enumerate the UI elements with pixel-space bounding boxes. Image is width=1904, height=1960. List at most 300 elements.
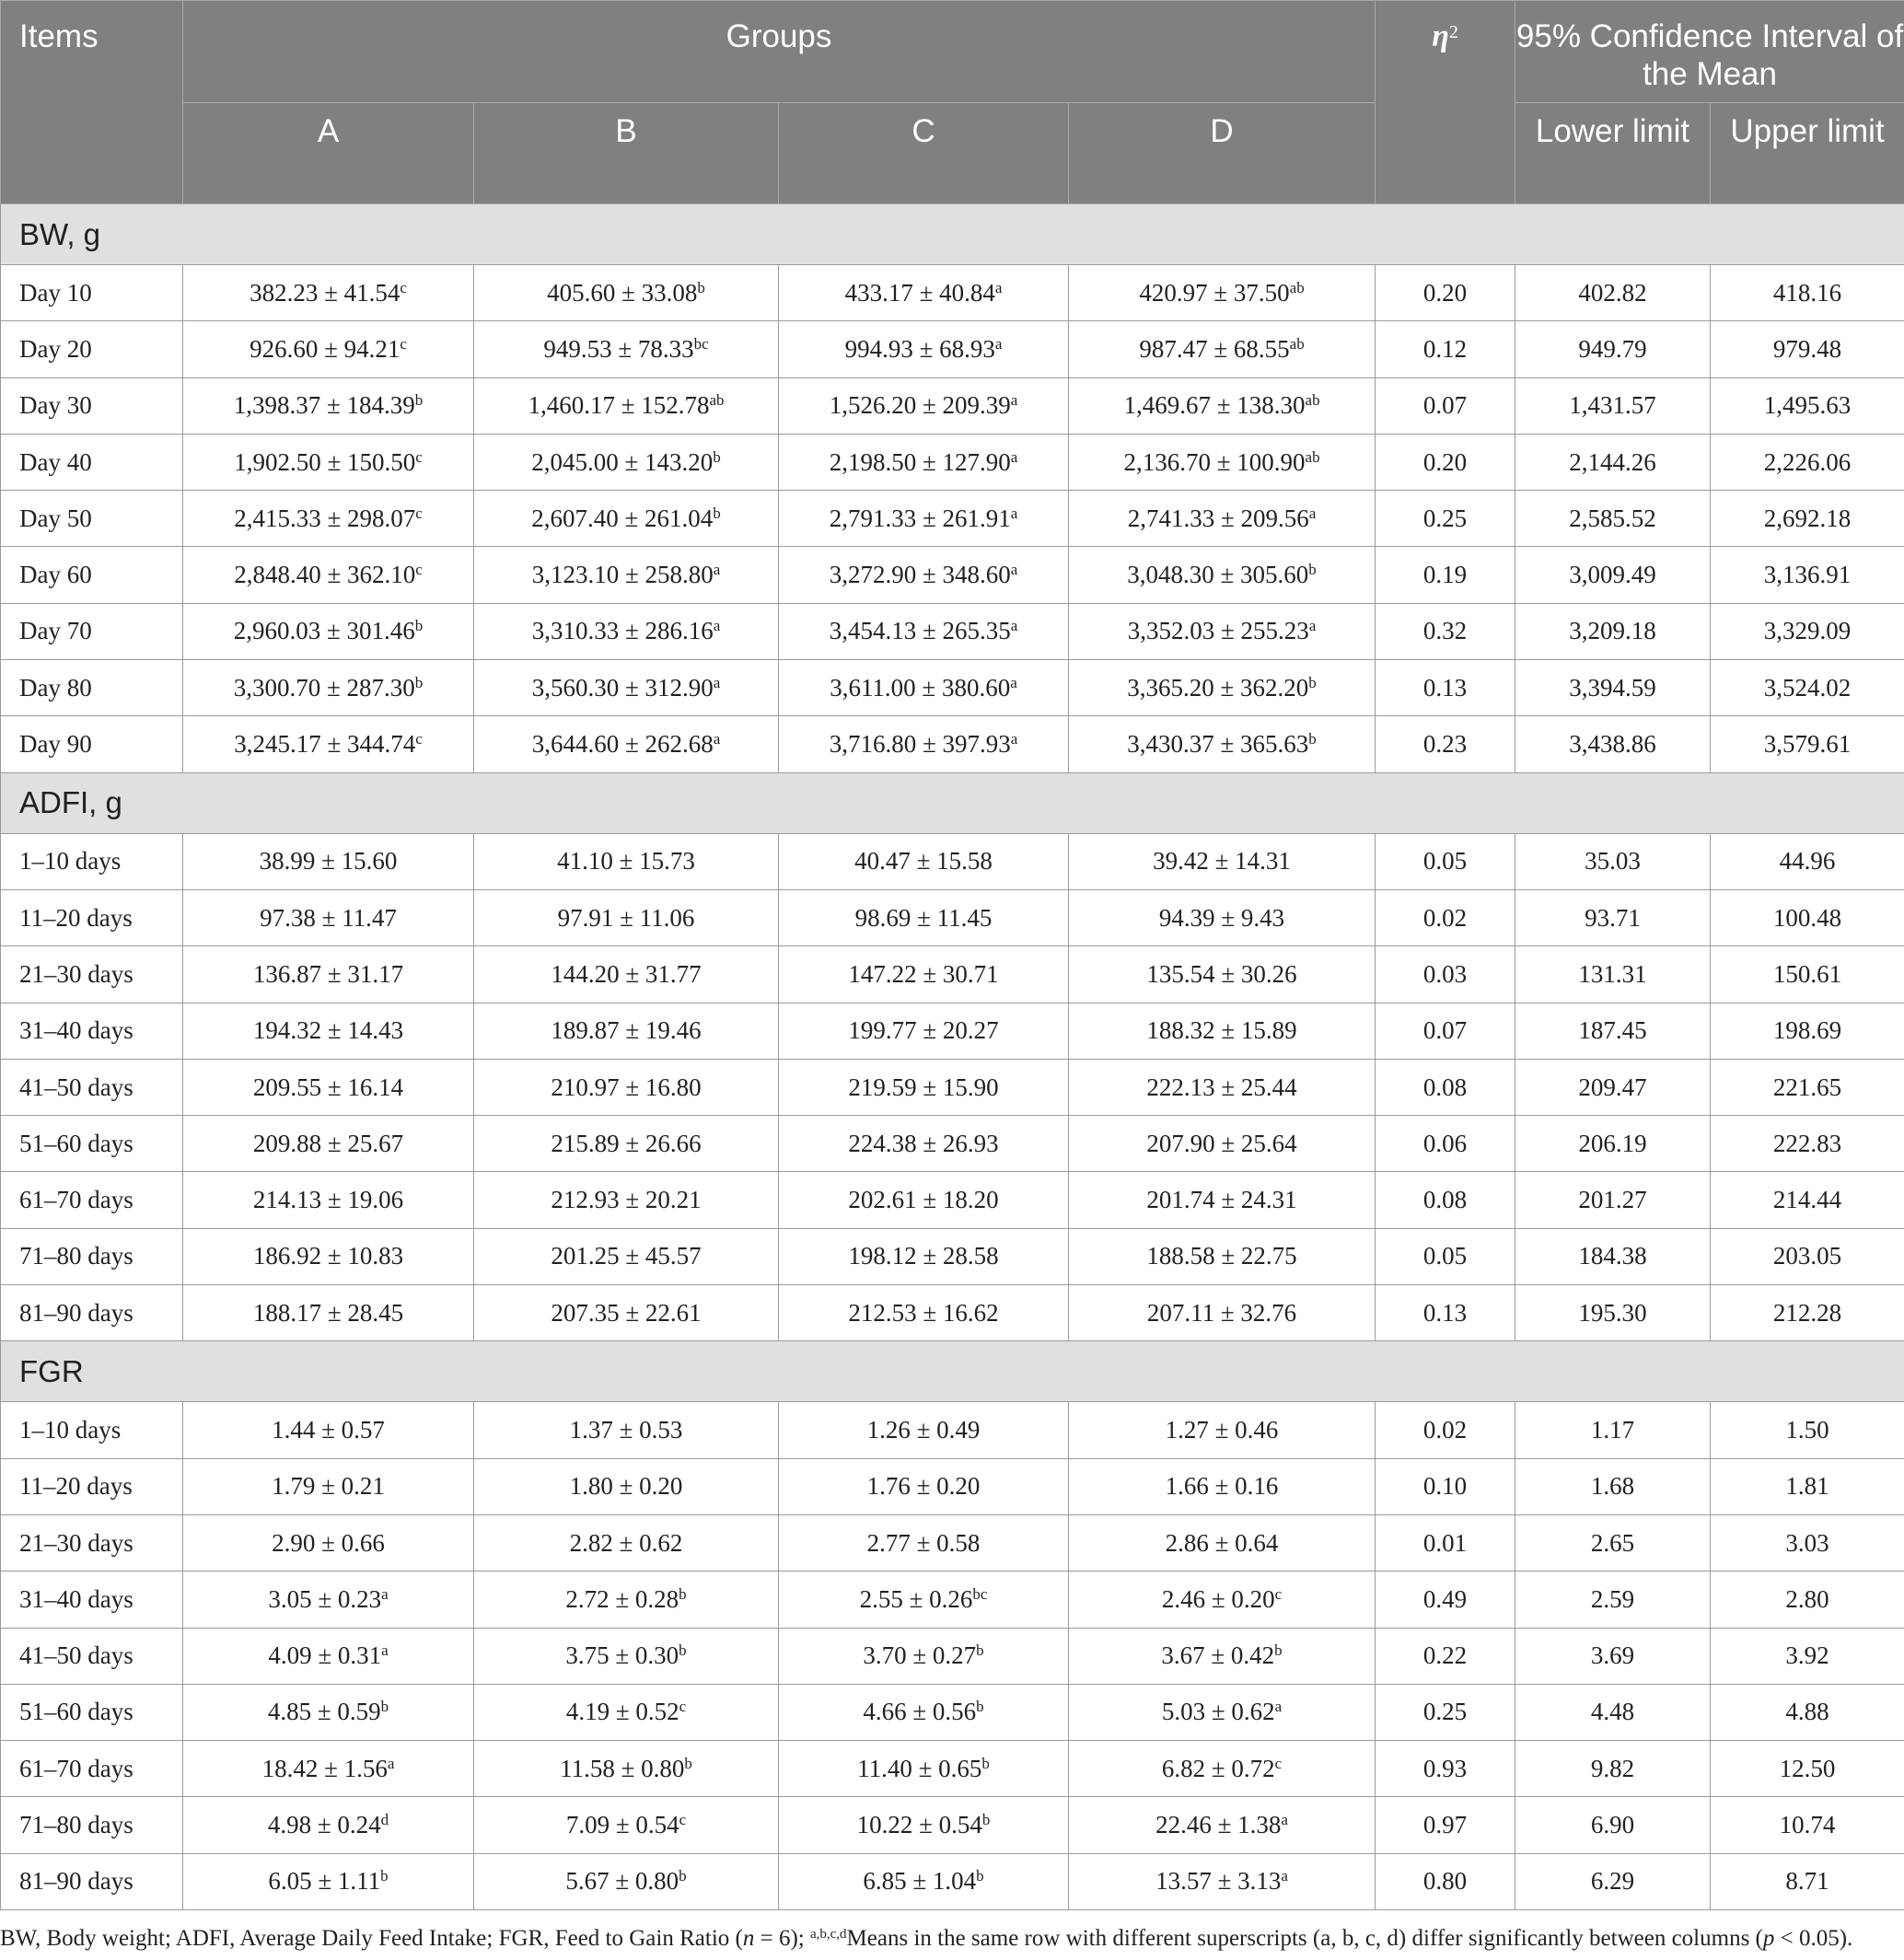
mean-sd-value: 3,430.37 ± 365.63: [1127, 730, 1309, 759]
group-c-cell: [779, 1628, 1069, 1684]
table-row: [1, 377, 1904, 434]
table-row: [1, 265, 1904, 321]
mean-sd-value: 1,398.37 ± 184.39: [233, 391, 415, 420]
table-row: [1, 889, 1904, 945]
significance-superscript: a: [387, 1754, 395, 1772]
mean-sd-value: 214.13 ± 19.06: [252, 1186, 404, 1214]
mean-sd-value: 2.55 ± 0.26: [859, 1584, 973, 1613]
group-d-cell: [1069, 1458, 1376, 1514]
table-row: [1, 1514, 1904, 1571]
group-b-cell: [474, 321, 779, 377]
group-a-cell: [183, 1172, 474, 1228]
table-row: [1, 1684, 1904, 1740]
mean-sd-value: 10.22 ± 0.54: [856, 1811, 982, 1839]
group-b-cell: [474, 491, 779, 547]
eta-squared-value: 0.97: [1376, 1797, 1515, 1853]
group-c-cell: [779, 1853, 1069, 1909]
lower-limit-value: 4.48: [1515, 1684, 1711, 1740]
eta-squared-value: 0.12: [1376, 321, 1515, 377]
mean-sd-value: 2,791.33 ± 261.91: [829, 504, 1011, 532]
group-a-cell: [183, 660, 474, 716]
group-b-cell: [474, 603, 779, 659]
mean-sd-value: 3,365.20 ± 362.20: [1127, 673, 1309, 702]
mean-sd-value: 2,198.50 ± 127.90: [829, 447, 1011, 476]
row-label: Day 80: [1, 660, 183, 716]
lower-limit-value: 209.47: [1515, 1059, 1711, 1115]
table-row: [1, 547, 1904, 603]
table-row: [1, 1172, 1904, 1228]
group-b-cell: [474, 889, 779, 945]
table-row: [1, 1853, 1904, 1909]
mean-sd-value: 2,607.40 ± 261.04: [531, 504, 714, 532]
upper-limit-value: 1.81: [1711, 1458, 1904, 1514]
group-c-cell: [779, 434, 1069, 490]
table-row: [1, 491, 1904, 547]
significance-superscript: c: [400, 278, 407, 296]
group-a-cell: [183, 1402, 474, 1458]
mean-sd-value: 2,045.00 ± 143.20: [531, 447, 714, 476]
upper-limit-value: 979.48: [1711, 321, 1904, 377]
group-d-cell: [1069, 377, 1376, 434]
table-row: [1, 716, 1904, 772]
mean-sd-value: 207.35 ± 22.61: [551, 1298, 702, 1327]
mean-sd-value: 41.10 ± 15.73: [557, 847, 695, 876]
group-a-cell: [183, 1741, 474, 1797]
mean-sd-value: 136.87 ± 31.17: [252, 959, 404, 988]
row-label: 11–20 days: [1, 889, 183, 945]
row-label: 21–30 days: [1, 946, 183, 1003]
section-title: BW, g: [1, 204, 1904, 265]
eta-squared-value: 0.10: [1376, 1458, 1515, 1514]
table-row: [1, 1059, 1904, 1115]
significance-superscript: c: [400, 334, 407, 353]
significance-superscript: b: [713, 504, 721, 522]
row-label: 51–60 days: [1, 1684, 183, 1740]
upper-limit-value: 3.03: [1711, 1514, 1904, 1571]
mean-sd-value: 1.44 ± 0.57: [272, 1415, 385, 1444]
group-a-cell: [183, 1571, 474, 1628]
table-row: [1, 1458, 1904, 1514]
mean-sd-value: 2.86 ± 0.64: [1165, 1528, 1279, 1557]
table-row: [1, 434, 1904, 490]
eta-squared-value: 0.08: [1376, 1059, 1515, 1115]
group-a-cell: [183, 491, 474, 547]
group-a-cell: [183, 1116, 474, 1172]
group-c-cell: [779, 660, 1069, 716]
significance-superscript: b: [976, 1641, 984, 1660]
group-c-cell: [779, 603, 1069, 659]
group-b-cell: [474, 1684, 779, 1740]
group-d-cell: [1069, 1228, 1376, 1284]
group-d-cell: [1069, 1402, 1376, 1458]
eta-power: 2: [1448, 22, 1458, 42]
upper-limit-value: 3,136.91: [1711, 547, 1904, 603]
lower-limit-value: 402.82: [1515, 265, 1711, 321]
mean-sd-value: 2.72 ± 0.28: [565, 1584, 679, 1613]
group-b-cell: [474, 1003, 779, 1059]
table-row: [1, 660, 1904, 716]
table-row: [1, 946, 1904, 1003]
group-c-cell: [779, 1059, 1069, 1115]
upper-limit-value: 3,329.09: [1711, 603, 1904, 659]
eta-squared-value: 0.05: [1376, 833, 1515, 889]
mean-sd-value: 202.61 ± 18.20: [848, 1186, 999, 1214]
eta-squared-value: 0.20: [1376, 265, 1515, 321]
footnote-n: n: [742, 1926, 755, 1951]
significance-superscript: a: [1274, 1698, 1283, 1716]
row-label: Day 20: [1, 321, 183, 377]
upper-limit-value: 2,226.06: [1711, 434, 1904, 490]
eta-squared-value: 0.22: [1376, 1628, 1515, 1684]
mean-sd-value: 7.09 ± 0.54: [565, 1811, 679, 1839]
row-label: 21–30 days: [1, 1514, 183, 1571]
significance-superscript: b: [414, 391, 424, 410]
footnote-text-2: = 6);: [754, 1926, 810, 1951]
significance-superscript: a: [994, 278, 1003, 296]
lower-limit-value: 201.27: [1515, 1172, 1711, 1228]
mean-sd-value: 994.93 ± 68.93: [844, 334, 995, 363]
group-c-cell: [779, 1003, 1069, 1059]
mean-sd-value: 5.67 ± 0.80: [565, 1867, 679, 1896]
upper-limit-value: 8.71: [1711, 1853, 1904, 1909]
eta-squared-value: 0.05: [1376, 1228, 1515, 1284]
group-c-cell: [779, 1172, 1069, 1228]
mean-sd-value: 1,460.17 ± 152.78: [528, 391, 710, 420]
group-a-cell: [183, 1514, 474, 1571]
significance-superscript: a: [1010, 504, 1018, 522]
lower-limit-value: 187.45: [1515, 1003, 1711, 1059]
mean-sd-value: 188.32 ± 15.89: [1146, 1016, 1297, 1045]
significance-superscript: bc: [972, 1584, 988, 1603]
lower-limit-value: 3,209.18: [1515, 603, 1711, 659]
group-b-cell: [474, 1571, 779, 1628]
mean-sd-value: 144.20 ± 31.77: [551, 959, 702, 988]
row-label: Day 70: [1, 603, 183, 659]
mean-sd-value: 1,469.67 ± 138.30: [1123, 391, 1306, 420]
upper-limit-value: 3,579.61: [1711, 716, 1904, 772]
group-a-cell: [183, 716, 474, 772]
eta-squared-value: 0.49: [1376, 1571, 1515, 1628]
upper-limit-value: 222.83: [1711, 1116, 1904, 1172]
significance-superscript: b: [713, 447, 721, 466]
significance-superscript: b: [1308, 673, 1317, 691]
group-d-cell: [1069, 1797, 1376, 1853]
upper-limit-value: 10.74: [1711, 1797, 1904, 1853]
group-a-cell: [183, 1285, 474, 1341]
group-d-cell: [1069, 1059, 1376, 1115]
mean-sd-value: 3,644.60 ± 262.68: [531, 730, 714, 759]
significance-superscript: a: [1281, 1867, 1288, 1885]
significance-superscript: b: [1308, 730, 1317, 748]
table-row: [1, 1285, 1904, 1341]
group-b-cell: [474, 660, 779, 716]
mean-sd-value: 22.46 ± 1.38: [1155, 1811, 1282, 1839]
significance-superscript: b: [981, 1754, 990, 1772]
group-c-cell: [779, 946, 1069, 1003]
group-b-cell: [474, 1116, 779, 1172]
mean-sd-value: 224.38 ± 26.93: [848, 1129, 999, 1157]
mean-sd-value: 135.54 ± 30.26: [1146, 959, 1297, 988]
mean-sd-value: 147.22 ± 30.71: [848, 959, 999, 988]
group-d-cell: [1069, 716, 1376, 772]
lower-limit-header: Lower limit: [1515, 103, 1711, 204]
group-b-cell: [474, 1228, 779, 1284]
row-label: 51–60 days: [1, 1116, 183, 1172]
mean-sd-value: 1,526.20 ± 209.39: [829, 391, 1011, 420]
group-b-cell: [474, 1741, 779, 1797]
upper-limit-value: 418.16: [1711, 265, 1904, 321]
significance-superscript: ab: [1289, 334, 1305, 353]
eta-squared-value: 0.20: [1376, 434, 1515, 490]
significance-superscript: c: [415, 730, 423, 748]
lower-limit-value: 1.68: [1515, 1458, 1711, 1514]
group-a-cell: [183, 1228, 474, 1284]
eta-squared-value: 0.07: [1376, 1003, 1515, 1059]
mean-sd-value: 4.85 ± 0.59: [267, 1698, 381, 1726]
mean-sd-value: 209.88 ± 25.67: [252, 1129, 404, 1157]
group-c-cell: [779, 1684, 1069, 1740]
group-d-cell: [1069, 1003, 1376, 1059]
footnote-text-1: BW, Body weight; ADFI, Average Daily Feed Intake; FGR, Feed to Gain Ratio (: [0, 1926, 743, 1951]
group-b-cell: [474, 1853, 779, 1909]
mean-sd-value: 3,611.00 ± 380.60: [830, 673, 1011, 702]
table-row: [1, 1402, 1904, 1458]
upper-limit-value: 3.92: [1711, 1628, 1904, 1684]
row-label: Day 60: [1, 547, 183, 603]
lower-limit-value: 1,431.57: [1515, 377, 1711, 434]
row-label: 11–20 days: [1, 1458, 183, 1514]
mean-sd-value: 2,741.33 ± 209.56: [1127, 504, 1309, 532]
upper-limit-value: 221.65: [1711, 1059, 1904, 1115]
group-c-cell: [779, 547, 1069, 603]
mean-sd-value: 3,048.30 ± 305.60: [1127, 561, 1309, 589]
group-d-cell: [1069, 547, 1376, 603]
mean-sd-value: 3,716.80 ± 397.93: [829, 730, 1011, 759]
group-d-cell: [1069, 265, 1376, 321]
row-label: 41–50 days: [1, 1628, 183, 1684]
mean-sd-value: 98.69 ± 11.45: [854, 903, 993, 932]
row-label: Day 30: [1, 377, 183, 434]
mean-sd-value: 39.42 ± 14.31: [1153, 847, 1291, 876]
mean-sd-value: 1.37 ± 0.53: [569, 1415, 683, 1444]
mean-sd-value: 382.23 ± 41.54: [250, 278, 401, 307]
mean-sd-value: 2.46 ± 0.20: [1161, 1584, 1275, 1613]
group-a-cell: [183, 889, 474, 945]
mean-sd-value: 97.91 ± 11.06: [557, 903, 695, 932]
group-c-cell: [779, 1116, 1069, 1172]
footnote-p: p: [1762, 1926, 1775, 1951]
lower-limit-value: 206.19: [1515, 1116, 1711, 1172]
mean-sd-value: 3,300.70 ± 287.30: [233, 673, 415, 702]
significance-superscript: a: [713, 673, 721, 691]
significance-superscript: bc: [693, 334, 709, 353]
group-c-cell: [779, 833, 1069, 889]
mean-sd-value: 4.19 ± 0.52: [565, 1698, 679, 1726]
group-b-cell: [474, 1514, 779, 1571]
significance-superscript: b: [679, 1867, 687, 1885]
upper-limit-value: 150.61: [1711, 946, 1904, 1003]
eta-squared-header: [1376, 1, 1515, 204]
mean-sd-value: 3,310.33 ± 286.16: [531, 617, 714, 645]
group-a-cell: [183, 1797, 474, 1853]
significance-superscript: ab: [1305, 391, 1320, 410]
significance-superscript: c: [1274, 1754, 1283, 1772]
upper-limit-value: 2,692.18: [1711, 491, 1904, 547]
significance-superscript: a: [1010, 673, 1017, 691]
mean-sd-value: 186.92 ± 10.83: [252, 1242, 404, 1270]
upper-limit-value: 12.50: [1711, 1741, 1904, 1797]
group-a-cell: [183, 434, 474, 490]
row-label: Day 40: [1, 434, 183, 490]
row-label: 1–10 days: [1, 1402, 183, 1458]
mean-sd-value: 926.60 ± 94.21: [250, 334, 401, 363]
group-b-cell: [474, 434, 779, 490]
mean-sd-value: 3,245.17 ± 344.74: [234, 730, 416, 759]
footnote-superscripts: a,b,c,d: [809, 1927, 847, 1942]
significance-superscript: a: [381, 1641, 389, 1660]
group-c-cell: [779, 716, 1069, 772]
mean-sd-value: 5.03 ± 0.62: [1161, 1698, 1275, 1726]
table-body: [1, 204, 1904, 1910]
row-label: Day 90: [1, 716, 183, 772]
lower-limit-value: 2.59: [1515, 1571, 1711, 1628]
mean-sd-value: 2.90 ± 0.66: [272, 1528, 385, 1557]
significance-superscript: ab: [1289, 278, 1305, 296]
mean-sd-value: 4.66 ± 0.56: [863, 1698, 977, 1726]
table-row: [1, 1116, 1904, 1172]
row-label: 71–80 days: [1, 1797, 183, 1853]
group-a-cell: [183, 265, 474, 321]
significance-superscript: b: [380, 1698, 389, 1716]
mean-sd-value: 38.99 ± 15.60: [259, 847, 398, 876]
group-b-cell: [474, 1059, 779, 1115]
upper-limit-value: 198.69: [1711, 1003, 1904, 1059]
group-d-cell: [1069, 1514, 1376, 1571]
group-a-cell: [183, 946, 474, 1003]
mean-sd-value: 215.89 ± 26.66: [551, 1129, 702, 1157]
group-d-cell: [1069, 1116, 1376, 1172]
significance-superscript: a: [1281, 1811, 1288, 1829]
row-label: Day 50: [1, 491, 183, 547]
mean-sd-value: 3.70 ± 0.27: [863, 1641, 977, 1670]
group-c-cell: [779, 491, 1069, 547]
lower-limit-value: 949.79: [1515, 321, 1711, 377]
lower-limit-value: 131.31: [1515, 946, 1711, 1003]
table-row: [1, 603, 1904, 659]
mean-sd-value: 18.42 ± 1.56: [261, 1754, 388, 1782]
group-c-cell: [779, 1797, 1069, 1853]
group-b-cell: [474, 946, 779, 1003]
mean-sd-value: 11.40 ± 0.65: [857, 1754, 982, 1782]
group-d-cell: [1069, 1741, 1376, 1797]
group-c-cell: [779, 265, 1069, 321]
group-b-cell: [474, 1628, 779, 1684]
mean-sd-value: 405.60 ± 33.08: [547, 278, 698, 307]
mean-sd-value: 3.05 ± 0.23: [268, 1584, 382, 1613]
significance-superscript: c: [415, 447, 423, 466]
group-a-cell: [183, 1628, 474, 1684]
lower-limit-value: 3,438.86: [1515, 716, 1711, 772]
group-d-cell: [1069, 833, 1376, 889]
mean-sd-value: 207.11 ± 32.76: [1146, 1298, 1297, 1327]
mean-sd-value: 207.90 ± 25.64: [1146, 1129, 1297, 1157]
group-b-cell: [474, 1172, 779, 1228]
mean-sd-value: 1.76 ± 0.20: [866, 1472, 981, 1501]
mean-sd-value: 219.59 ± 15.90: [848, 1073, 999, 1101]
mean-sd-value: 1.26 ± 0.49: [866, 1415, 981, 1444]
upper-limit-value: 1,495.63: [1711, 377, 1904, 434]
eta-squared-value: 0.13: [1376, 660, 1515, 716]
group-d-cell: [1069, 603, 1376, 659]
significance-superscript: a: [1308, 617, 1317, 635]
group-d-cell: [1069, 1853, 1376, 1909]
lower-limit-value: 1.17: [1515, 1402, 1711, 1458]
significance-superscript: a: [1010, 447, 1018, 466]
mean-sd-value: 198.12 ± 28.58: [848, 1242, 999, 1270]
mean-sd-value: 2,848.40 ± 362.10: [234, 561, 416, 589]
row-label: 81–90 days: [1, 1285, 183, 1341]
group-a-cell: [183, 321, 474, 377]
upper-limit-value: 212.28: [1711, 1285, 1904, 1341]
row-label: 41–50 days: [1, 1059, 183, 1115]
row-label: 31–40 days: [1, 1003, 183, 1059]
significance-superscript: b: [414, 617, 424, 635]
significance-superscript: c: [679, 1698, 687, 1716]
group-c-cell: [779, 1741, 1069, 1797]
lower-limit-value: 6.29: [1515, 1853, 1711, 1909]
eta-squared-value: 0.23: [1376, 716, 1515, 772]
group-c-cell: [779, 1228, 1069, 1284]
group-d-cell: [1069, 946, 1376, 1003]
significance-superscript: b: [679, 1584, 687, 1603]
group-b-cell: [474, 547, 779, 603]
group-d-cell: [1069, 1172, 1376, 1228]
upper-limit-value: 4.88: [1711, 1684, 1904, 1740]
significance-superscript: a: [1010, 730, 1018, 748]
lower-limit-value: 6.90: [1515, 1797, 1711, 1853]
items-header: Items: [1, 1, 183, 204]
group-c-cell: [779, 321, 1069, 377]
eta-squared-value: 0.03: [1376, 946, 1515, 1003]
mean-sd-value: 987.47 ± 68.55: [1139, 334, 1290, 363]
significance-superscript: b: [380, 1867, 389, 1885]
mean-sd-value: 209.55 ± 16.14: [252, 1073, 404, 1101]
mean-sd-value: 222.13 ± 25.44: [1146, 1073, 1297, 1101]
section-title: FGR: [1, 1341, 1904, 1402]
significance-superscript: b: [981, 1811, 991, 1829]
group-c-cell: [779, 1285, 1069, 1341]
eta-squared-value: 0.01: [1376, 1514, 1515, 1571]
group-a-header: A: [183, 103, 474, 204]
mean-sd-value: 201.74 ± 24.31: [1146, 1186, 1297, 1214]
mean-sd-value: 94.39 ± 9.43: [1158, 903, 1285, 932]
group-b-header: B: [474, 103, 779, 204]
group-c-cell: [779, 1514, 1069, 1571]
table-row: [1, 833, 1904, 889]
lower-limit-value: 2,144.26: [1515, 434, 1711, 490]
mean-sd-value: 199.77 ± 20.27: [848, 1016, 999, 1045]
row-label: 81–90 days: [1, 1853, 183, 1909]
upper-limit-value: 3,524.02: [1711, 660, 1904, 716]
mean-sd-value: 11.58 ± 0.80: [560, 1754, 685, 1782]
group-b-cell: [474, 716, 779, 772]
significance-superscript: b: [697, 278, 705, 296]
mean-sd-value: 40.47 ± 15.58: [854, 847, 993, 876]
group-a-cell: [183, 1684, 474, 1740]
significance-superscript: c: [415, 504, 423, 522]
lower-limit-value: 3.69: [1515, 1628, 1711, 1684]
lower-limit-value: 195.30: [1515, 1285, 1711, 1341]
